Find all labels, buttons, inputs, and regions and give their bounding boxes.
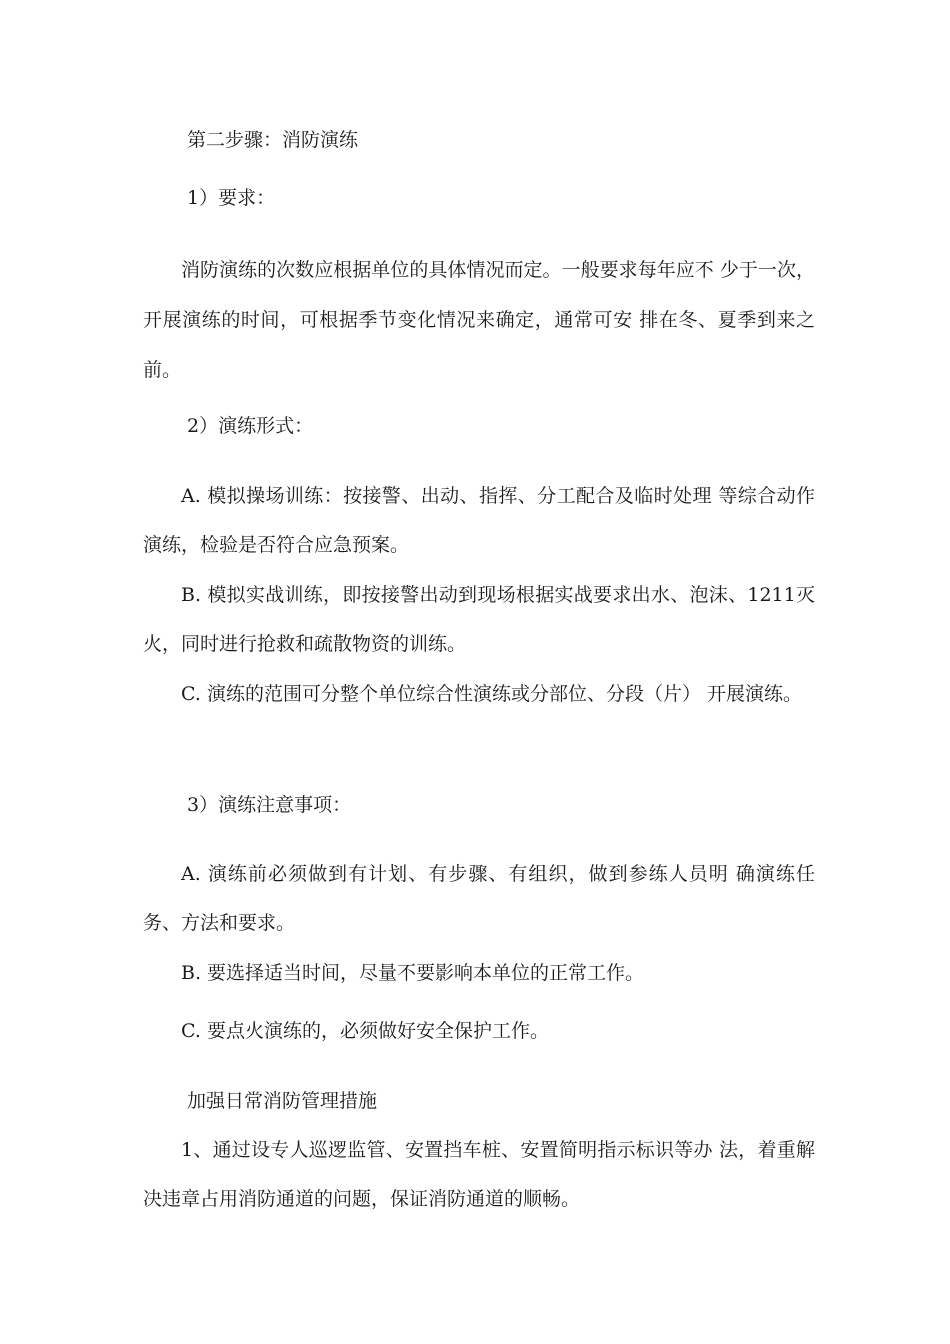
- form-item-a: A. 模拟操场训练：按接警、出动、指挥、分工配合及临时处理 等综合动作演练，检验是否符合应急预案。: [143, 485, 815, 556]
- daily-management-heading: 加强日常消防管理措施: [187, 1090, 378, 1112]
- forms-heading: 2）演练形式：: [187, 415, 314, 437]
- note-item-b: B. 要选择适当时间，尽量不要影响本单位的正常工作。: [181, 962, 645, 984]
- form-item-c: C. 演练的范围可分整个单位综合性演练或分部位、分段（片） 开展演练。: [181, 683, 802, 705]
- note-item-a: A. 演练前必须做到有计划、有步骤、有组织，做到参练人员明 确演练任务、方法和要求。: [143, 863, 815, 934]
- requirements-paragraph: 消防演练的次数应根据单位的具体情况而定。一般要求每年应不 少于一次，开展演练的时间，可根据季节变化情况来确定，通常可安 排在冬、夏季到来之前。: [143, 259, 815, 381]
- note-item-c: C. 要点火演练的，必须做好安全保护工作。: [181, 1020, 549, 1042]
- notes-heading: 3）演练注意事项：: [187, 794, 352, 816]
- form-item-b: B. 模拟实战训练，即按接警出动到现场根据实战要求出水、泡沫、1211灭火，同时进行抢救和疏散物资的训练。: [143, 584, 815, 655]
- step-heading: 第二步骤：消防演练: [187, 129, 359, 151]
- requirements-heading: 1）要求：: [187, 187, 276, 209]
- daily-item-1: 1、通过设专人巡逻监管、安置挡车桩、安置简明指示标识等办 法，着重解决违章占用消防通道的问题，保证消防通道的顺畅。: [143, 1139, 815, 1210]
